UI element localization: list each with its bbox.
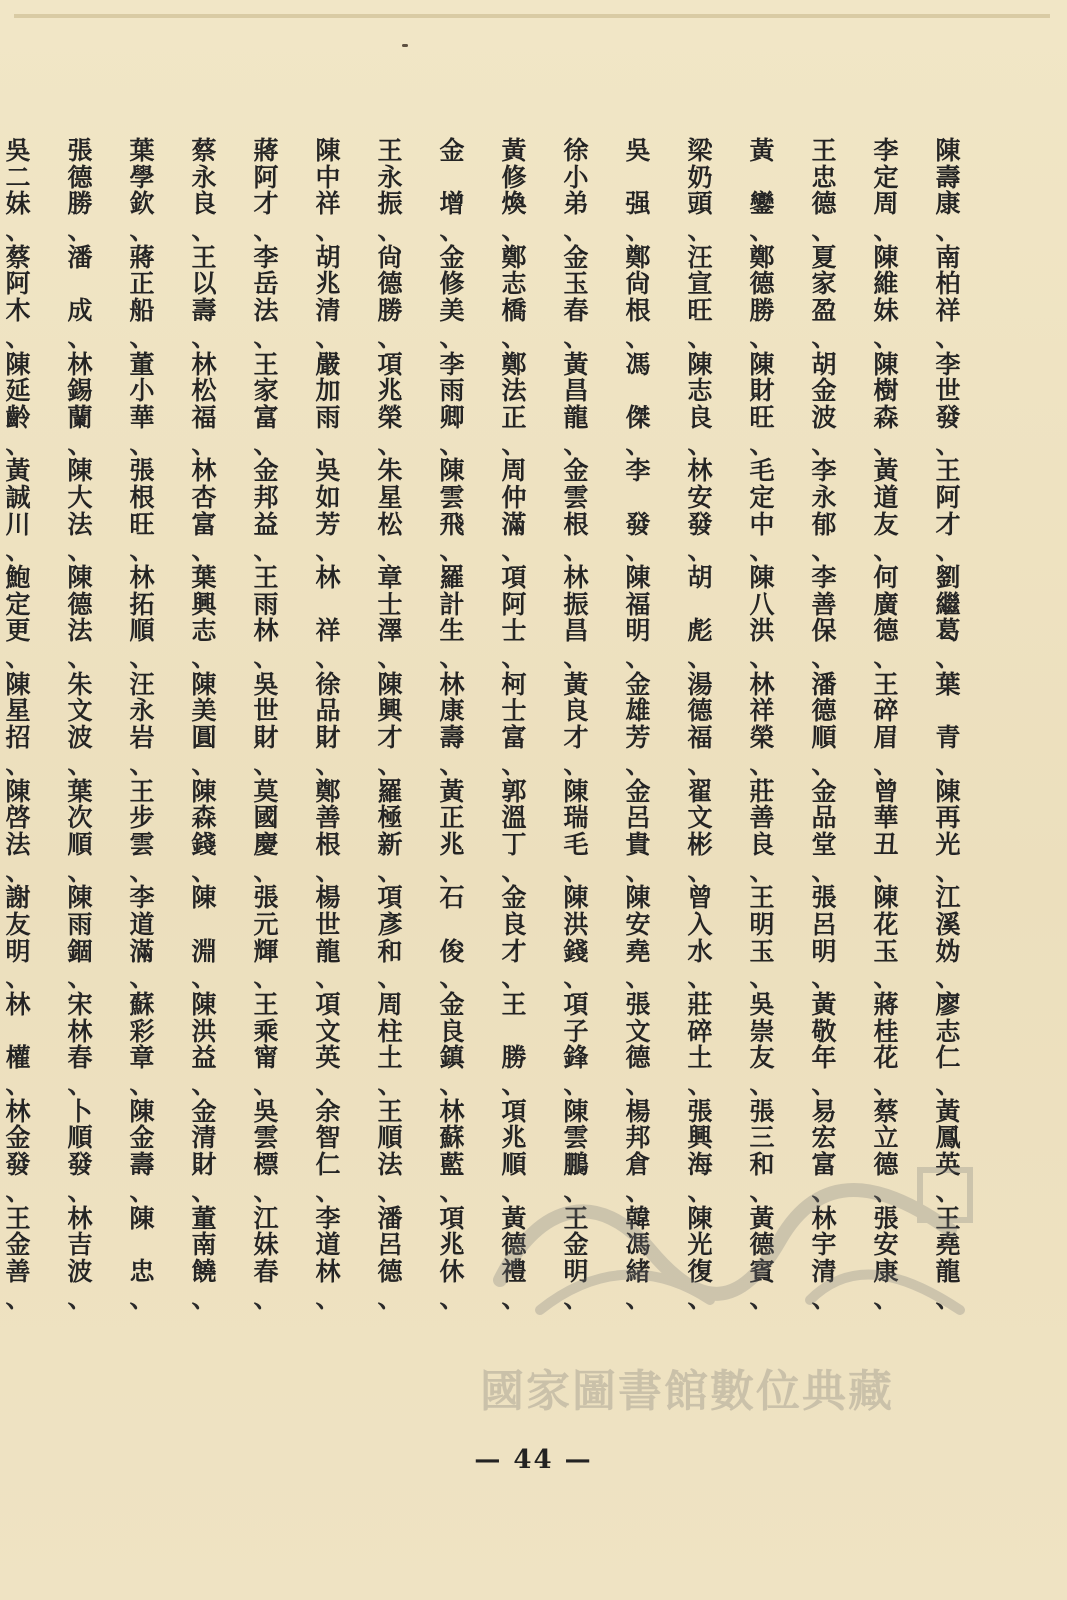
watermark-text: 國家圖書館數位典藏 [480, 1366, 894, 1417]
name-column: 黃 鑾 、 鄭 德 勝 、 陳 財 旺 、 毛 定 中 、 陳 八 洪 、 林 祥 榮 、 莊 善 良 、 王 明 玉 、 吳 崇 友 、 張 三 和 、 黃 德 賓 、 [749, 136, 775, 1313]
name-column: 張 德 勝 、 潘 成 、 林 錫 蘭 、 陳 大 法 、 陳 德 法 、 朱 文 波 、 葉 次 順 、 陳 雨 錮 、 宋 林 春 、 卜 順 發 、 林 吉 波 、 [67, 136, 93, 1313]
name-column: 陳 中 祥 、 胡 兆 清 、 嚴 加 雨 、 吳 如 芳 、 林 祥 、 徐 品 財 、 鄭 善 根 、 楊 世 龍 、 項 文 英 、 余 智 仁 、 李 道 林 、 [315, 136, 341, 1313]
page-edge [14, 14, 1050, 18]
page-number: — 44 — [474, 1445, 593, 1475]
name-column: 蔡 永 良 、 王 以 壽 、 林 松 福 、 林 杏 富 、 葉 興 志 、 陳 美 圓 、 陳 森 錢 、 陳 淵 、 陳 洪 益 、 金 清 財 、 董 南 饒 、 [191, 136, 217, 1313]
name-column: 陳 壽 康 、 南 柏 祥 、 李 世 發 、 王 阿 才 、 劉 繼 葛 、 葉 青 、 陳 再 光 、 江 溪 妫 、 廖 志 仁 、 黃 鳳 英 、 王 堯 龍 、 [935, 136, 961, 1313]
watermark-seal-icon [480, 1160, 980, 1340]
name-column: 金 增 、 金 修 美 、 李 雨 卿 、 陳 雲 飛 、 羅 計 生 、 林 康 壽 、 黃 正 兆 、 石 俊 、 金 良 鎮 、 林 蘇 藍 、 項 兆 休 、 [439, 136, 465, 1313]
name-column: 吳 二 妹 、 蔡 阿 木 、 陳 延 齡 、 黃 誠 川 、 鮑 定 更 、 陳 星 招 、 陳 啓 法 、 謝 友 明 、 林 權 、 林 金 發 、 王 金 善 、 [5, 136, 31, 1313]
name-column: 徐 小 弟 、 金 玉 春 、 黃 昌 龍 、 金 雲 根 、 林 振 昌 、 黃 良 才 、 陳 瑞 毛 、 陳 洪 錢 、 項 子 鋒 、 陳 雲 鵬 、 王 金 明 、 [563, 136, 589, 1313]
name-column: 蔣 阿 才 、 李 岳 法 、 王 家 富 、 金 邦 益 、 王 雨 林 、 吳 世 財 、 莫 國 慶 、 張 元 輝 、 王 乘 甯 、 吳 雲 標 、 江 妹 春 、 [253, 136, 279, 1313]
name-column: 黃 修 煥 、 鄭 志 橋 、 鄭 法 正 、 周 仲 滿 、 項 阿 士 、 柯 士 富 、 郭 溫 丁 、 金 良 才 、 王 勝 、 項 兆 順 、 黃 德 禮 、 [501, 136, 527, 1313]
name-column: 梁 奶 頭 、 汪 宣 旺 、 陳 志 良 、 林 安 發 、 胡 彪 、 湯 德 福 、 翟 文 彬 、 曾 入 水 、 莊 碎 土 、 張 興 海 、 陳 光 復 、 [687, 136, 713, 1313]
watermark [470, 1160, 990, 1450]
name-column: 葉 學 欽 、 蔣 正 船 、 董 小 華 、 張 根 旺 、 林 拓 順 、 汪 永 岩 、 王 步 雲 、 李 道 滿 、 蘇 彩 章 、 陳 金 壽 、 陳 忠 、 [129, 136, 155, 1313]
ink-mark [402, 44, 408, 47]
name-column: 李 定 周 、 陳 維 妹 、 陳 樹 森 、 黃 道 友 、 何 廣 德 、 王 碎 眉 、 曾 華 丑 、 陳 花 玉 、 蔣 桂 花 、 蔡 立 德 、 張 安 康 、 [873, 136, 899, 1313]
name-column: 吳 强 、 鄭 尙 根 、 馮 傑 、 李 發 、 陳 福 明 、 金 雄 芳 、 金 呂 貴 、 陳 安 堯 、 張 文 德 、 楊 邦 倉 、 韓 馮 緒 、 [625, 136, 651, 1313]
name-column: 王 永 振 、 尙 德 勝 、 項 兆 榮 、 朱 星 松 、 章 士 澤 、 陳 興 才 、 羅 極 新 、 項 彥 和 、 周 柱 土 、 王 順 法 、 潘 呂 德 、 [377, 136, 403, 1313]
name-column: 王 忠 德 、 夏 家 盈 、 胡 金 波 、 李 永 郁 、 李 善 保 、 潘 德 順 、 金 品 堂 、 張 呂 明 、 黃 敬 年 、 易 宏 富 、 林 宇 清 、 [811, 136, 837, 1313]
name-columns [0, 138, 975, 1312]
